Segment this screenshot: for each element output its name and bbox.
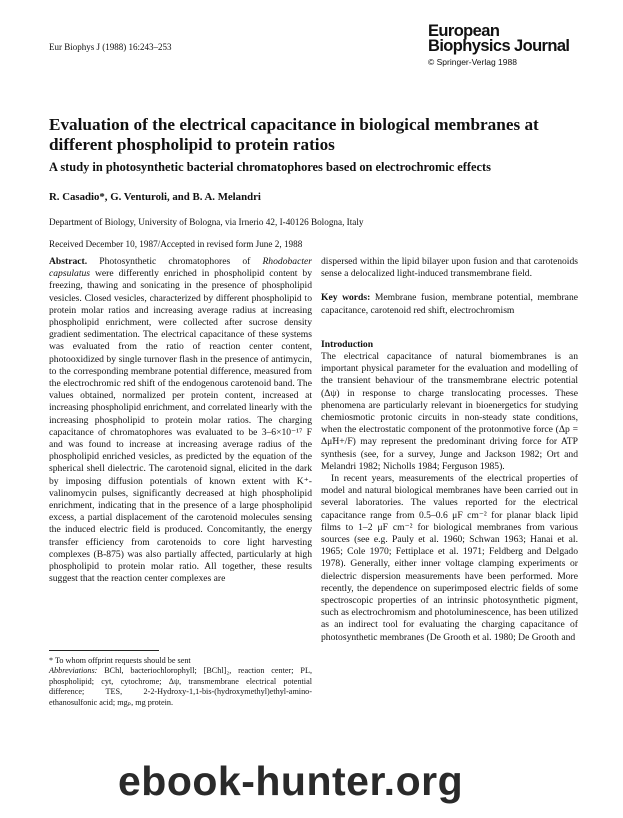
abbreviations-note: [49, 666, 312, 708]
abbreviations-label: Abbreviations:: [49, 666, 98, 676]
footnotes: [49, 656, 312, 708]
received-dates: Received December 10, 1987/Accepted in revised form June 2, 1988: [49, 239, 303, 249]
article-title: Evaluation of the electrical capacitance in biological membranes at different phospholipid to protein ratios: [49, 115, 539, 154]
introduction-paragraph-2: In recent years, measurements of the electrical properties of model and natural biological membranes have been carried out in several laboratories. The values reported for the electrical capacitance range from 0.5–0.6 μF cm⁻² for planar black lipid films to 1–2 μF cm⁻² for biological membranes from various sources (see e.g. Pauly et al. 1960; Schwan 1963; Hanai et al. 1965; Cole 1970; Fettiplace et al. 1971; Feldberg and Delgado 1978). Generally, either inner voltage clamping experiments or dielectric dispersion measurements have been performed. More recently, the dependence on superimposed electric fields of some spectroscopic properties of an intrinsic photosynthetic pigment, such as electrochromism and photoluminescence, has been utilized as an indirect tool for evaluating the charging capacitance of photosynthetic membranes (De Grooth et al. 1980; De Grooth and: [321, 473, 578, 643]
abbreviations-text: BChl, bacteriochlorophyll; [BChl]₂, reaction center; PL, phospholipid; cyt, cytochrome; Δψ, transmembrane electrical potential difference; TES, 2-2-Hydroxy-1,1-bis-(hydroxymethyl)ethyl-amino-ethanosulfonic acid; mgₚ, mg protein.: [49, 666, 312, 707]
keywords-label: Key words:: [321, 292, 371, 304]
journal-reference: Eur Biophys J (1988) 16:243–253: [49, 42, 172, 52]
journal-logo: [428, 24, 598, 67]
abstract-paragraph: [49, 256, 312, 585]
author-affiliation: Department of Biology, University of Bologna, via Irnerio 42, I-40126 Bologna, Italy: [49, 217, 364, 227]
right-column: [321, 256, 578, 644]
abstract-text-part-2: were differently enriched in phospholipid content by freezing, thawing and sonicating in the presence of phospholipid vesicles. Closed vesicles, characterized by different phospholipid to protein molar ratios and increasing average radius at increasing phospholipid enrichment, were collected after sucrose density gradient sedimentation. The electrical capacitance of these systems was evaluated from the ratio of reaction center content, photooxidized by single turnover flash in the presence of antimycin, to the corresponding membrane potential difference, measured from the electrochromic red shift of the endogenous carotenoid band. The values obtained, normalized per protein content, increased at increasing phospholipid enrichment, and correlated linearly with the increasing phospholipid to protein molar ratios. The charging capacitance of chromatophores was evaluated to be 3–6×10⁻¹⁷ F and was found to increase at increasing average radius of the phospholipid enriched vesicles, as predicted by the equation of the spherical shell dielectric. The carotenoid signal, elicited in the dark by imposing diffusion potentials of known extent with K⁺-valinomycin pulses, significantly decreased at high phospholipid enrichment, indicating that in the presence of a large phospholipid excess, a partial displacement of the carotenoid molecules sensing the induced electric field is produced. Concomitantly, the energy transfer efficiency from carotenoids to core light harvesting complexes (B-875) was also partially affected, particularly at high phospholipid to protein molar ratio. All together, these results suggest that the reaction center complexes are: [49, 268, 312, 585]
organism-name: Rhodobacter capsulatus: [49, 256, 312, 280]
abstract-label: Abstract.: [49, 256, 88, 267]
abstract-text-part-1: Photosynthetic chromatophores of: [87, 256, 263, 267]
footnote-divider: [49, 650, 159, 651]
abstract-column: [49, 256, 312, 585]
publisher-copyright: © Springer-Verlag 1988: [428, 57, 517, 67]
keywords-text: Membrane fusion, membrane potential, membrane capacitance, carotenoid red shift, electrochromism: [321, 292, 578, 316]
correspondence-note: * To whom offprint requests should be sent: [49, 656, 191, 665]
journal-name-line-1: European: [428, 22, 500, 40]
abstract-continuation: dispersed within the lipid bilayer upon fusion and that carotenoids sense a delocalized light-induced transmembrane field.: [321, 256, 578, 280]
journal-name-line-2: Biophysics Journal: [428, 37, 570, 55]
article-authors: R. Casadio*, G. Venturoli, and B. A. Melandri: [49, 191, 261, 203]
article-subtitle: A study in photosynthetic bacterial chromatophores based on electrochromic effects: [49, 160, 492, 174]
introduction-heading: Introduction: [321, 338, 374, 350]
watermark-text: ebook-hunter.org: [118, 758, 464, 804]
introduction-paragraph-1: The electrical capacitance of natural biomembranes is an important physical parameter for the evaluation and modelling of the transient behaviour of the transmembrane electric potential (Δψ) in response to charge translocating processes. These phenomena are particularly relevant in bioenergetics for studying chemiosmotic protonic circuits in non-steady state conditions, when the electrostatic component of the protonmotive force (Δp = Δμ̃H+/F) may represent the predominant driving force for ATP synthesis (see, for a survey, Junge and Jackson 1982; Ort and Melandri 1982; Nicholls 1984; Ferguson 1985).: [321, 351, 578, 472]
keywords-paragraph: [321, 292, 578, 316]
